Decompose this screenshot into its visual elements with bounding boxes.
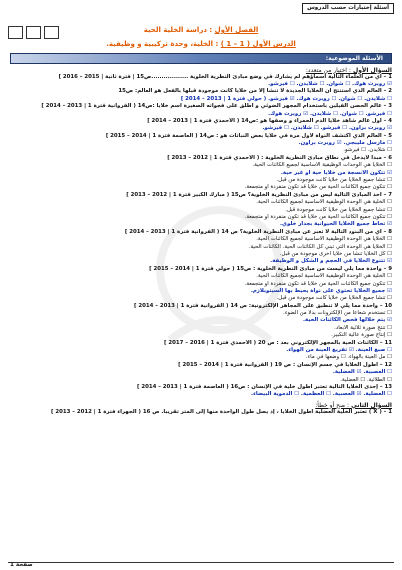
mcq-line: 2 – العالم الذي استنتج أن الخلايا الجديدة لا تنشأ إلا من خلايا كانت موجودة قبلها بالفعل هو العالم: ص15 xyxy=(118,88,392,95)
mcq-line: ☐ تستخدم شعاعاً من الإلكترونات بدلاً من الضوء. xyxy=(283,310,392,317)
mcq-line: 8 – أي من البنود التالية لا تعبر عن مبادئ النظرية الخلوية؟ ص 14 ( الفروانية فترة 1 | 2013 – 2014 ] xyxy=(124,228,392,235)
score-box xyxy=(26,26,41,39)
mcq-line: ☐ تتكون جميع الكائنات الحية من خلايا قد تكون منفردة أو متجمعة. xyxy=(244,280,392,287)
score-box xyxy=(8,26,23,39)
mcq-line: ☐ مل العينة بالهواء. ☐ وضعها في ماء. xyxy=(305,354,392,361)
lesson-heading xyxy=(10,40,392,48)
mcq-line: 6 – مبدأ لايدخل في نطاق مبادئ النظرية الخلوية : ( الأحمدي فترة 1 | 2012 – 2013 ] xyxy=(167,154,392,161)
mcq-line: ☐ الخلايا هي الوحدة الوظيفية الأساسية لجميع الكائنات الحية. xyxy=(256,236,392,243)
mcq-line: ☐ كل الخلايا تنشأ من خلايا أخرى موجودة من قبل. xyxy=(279,250,392,257)
mcq-line: ☐ تتكون جميع الكائنات الحية من خلايا قد تكون منفردة أو متجمعة. xyxy=(244,184,392,191)
mcq-line: ☑ تتكون الأنسجة من خلايا حية أو غير حية. xyxy=(280,169,392,176)
lesson-label: الدرس الأول ( 1 – 1 ) xyxy=(220,40,296,49)
section-1-instruction: : اختيار من متعدد: xyxy=(305,66,351,74)
banner-text: الأسئلة الموضوعية: xyxy=(325,54,383,62)
section-1-heading xyxy=(10,67,392,74)
mcq-line: ☑ تحاط جميع الخلايا الحيوانية بجدار خلوي. xyxy=(279,221,392,228)
chapter-title: : دراسة الخلية الحية xyxy=(143,26,213,34)
true-false-list xyxy=(10,409,392,416)
mcq-list xyxy=(10,74,392,399)
mcq-line: ☐ تنشأ جميع الخلايا من خلايا كانت موجودة من قبل. xyxy=(276,177,392,184)
mcq-line: ☑ جميع الخلايا تحتوي على نواة يحيط بها السيتوبلازم. xyxy=(250,287,392,294)
mcq-line: 10 – واحدة مما يلي لا تنطبق على المجاهر الإلكترونية: ص 14 ( الفروانية فترة 1 | 2013 – 2014 ] xyxy=(134,302,392,309)
mcq-line: ☐ العضلية. ☑ العصبية. ☐ العظمية. ☐ الدموية البيضاء. xyxy=(251,391,392,398)
mcq-line: ☑ روبرت هوك. ☐ شوان. ☐ شلايدن. ☐ فيرشو. xyxy=(268,80,392,87)
mcq-line: ☐ إنتاج صورة عالية التكبير. xyxy=(331,332,392,339)
mcq-line: ☐ صبغ العينة. ☑ تفريغ العينة من الهواء. xyxy=(286,347,392,354)
mcq-line: ☐ تنشأ جميع الخلايا من خلايا كانت موجودة من قبل. xyxy=(276,295,392,302)
footer-divider xyxy=(8,562,394,563)
mcq-line: 13 – إحدى الخلايا التالية تعتبر أطول خلية في الإنسان : ص16 ( العاصمة فترة 1 | 2013 – 2014 ] xyxy=(136,383,392,390)
score-boxes xyxy=(8,26,59,39)
chapter-heading xyxy=(10,26,392,34)
category-tag: أسئلة إختبارات حسب الدروس xyxy=(302,3,394,14)
section-2-instruction: : صح أو خطأ: xyxy=(315,401,350,409)
mcq-line: ☐ فيرشو. ☐ شوان. ☐ شلايدن. ☑ روبرت هوك. xyxy=(268,110,392,117)
chapter-label: الفصل الأول xyxy=(214,26,259,34)
mcq-line: 9 – واحدة مما يلي ليست من مبادئ النظرية الخلوية : ص15 ( حولي فترة 1 | 2014 – 2015 ] xyxy=(149,265,392,272)
mcq-line: ☐ شلايدن. ☐ فيرشو. xyxy=(343,147,392,154)
mcq-line: ☐ شلايدن. ☐ شوان. ☐ روبرت هوك. ☑ فيرشو. ( حولي فترة 1 | 2013 – 2014 ] xyxy=(180,95,392,102)
mcq-line: ☐ مارسل مليبجي. ☑ روبرت براون. xyxy=(298,140,392,147)
mcq-line: ☐ الطلائية. ☐ العضلية. xyxy=(340,376,392,383)
mcq-line: 4 – أول عالم شاهد خلايا الدم الحمراء و وصفها هو :ص14 ( الأحمدي فترة 1 | 2013 – 2014 ] xyxy=(147,117,392,124)
mcq-line: 11 – الكائنات الحية بالمجهر الإلكتروني بعد : ص 20 ( الأحمدي فترة 1 | 2016 – 2017 ] xyxy=(164,339,392,346)
tf-line: 1 – ( X ) تعتبر الخلية العضلية أطول الخلايا ، إذ يصل طول الواحدة منها إلى المتر تقريباً. ص 16 ( الجهراء فترة 1 | 2012 – 2013 ] xyxy=(51,408,392,415)
mcq-line: ☐ الخلايا هي الوحدة التي تبني كل الكائنات الحية. الكائنات الحية. xyxy=(248,243,392,250)
mcq-line: ☐ تنشأ جميع الخلايا من خلايا كانت موجودة قبل. xyxy=(285,206,392,213)
mcq-line: 3 – عالم الحصن الفيلين باستخدام المجهر الضوئي و أطلق على فجواته الصغيرة اسم خلايا :ص14 ( الفروانية فترة 1 | 2013 – 2014 ] xyxy=(41,103,392,110)
mcq-line: ☐ العصبية. ☑ العضلية. xyxy=(332,369,392,376)
mcq-line: 1 – أي من العلماء التالية أسماؤهم لم يشارك في وضع مبادئ النظرية الخلوية ..................ص15 | فترة ثانية | 2015 – 2016 ] xyxy=(58,73,392,80)
section-1-label: السؤال الأول xyxy=(353,66,392,74)
mcq-line: 5 – العالم الذي اكتشف النواة لأول مرة في خلايا بعض النباتات هو : ص14 ( العاصمة فترة 1 | 2014 – 2015 ] xyxy=(105,132,392,139)
score-box xyxy=(44,26,59,39)
mcq-line: 12 – أطول الخلايا في جسم الإنسان : ص 19 ( الفروانية فترة 1 | 2014 – 2015 ] xyxy=(178,361,392,368)
mcq-line: ☑ روبرت براون. ☐ فيرشو. ☐ شلايدن. ☐ فيرشو. xyxy=(262,125,392,132)
mcq-line: ☑ يتم خلالها فحص الكائنات الحية. xyxy=(303,317,392,324)
lesson-title: : الخلية، وحدة تركيبية و وظيفية. xyxy=(106,40,219,49)
page-number: صفحة 1 xyxy=(10,562,33,569)
mcq-line: ☐ الخلايا هي الوحدات الوظيفية الأساسية لجميع الكائنات الحية. xyxy=(252,162,392,169)
section-2-label: السؤال الثاني xyxy=(351,401,392,409)
mcq-line: ☐ الخلية هي الوحدة الوظيفية الأساسية لجميع الكائنات الحية. xyxy=(256,199,392,206)
mcq-line: 7 – أحد المبادئ التالية ليس من مبادئ النظرية الخلوية؟ ص15 ( مبارك الكبير فترة 1 | 2012 – 2013 ] xyxy=(126,191,392,198)
mcq-line: ☐ تتكون جميع الكائنات الحية من خلايا قد تكون منفردة أو متجمعة. xyxy=(244,214,392,220)
section-2-heading xyxy=(10,402,392,409)
mcq-line: ☐ الخلية هي الوحدة الوظيفية الأساسية لجميع الكائنات الحية. xyxy=(256,273,392,280)
mcq-line: ☑ تتنوع الخلايا في الحجم و الشكل و الوظيفة. xyxy=(270,258,392,265)
mcq-line: ☐ تنتج صورة ثلاثية الأبعاد. xyxy=(334,324,392,331)
objective-banner xyxy=(10,53,392,64)
